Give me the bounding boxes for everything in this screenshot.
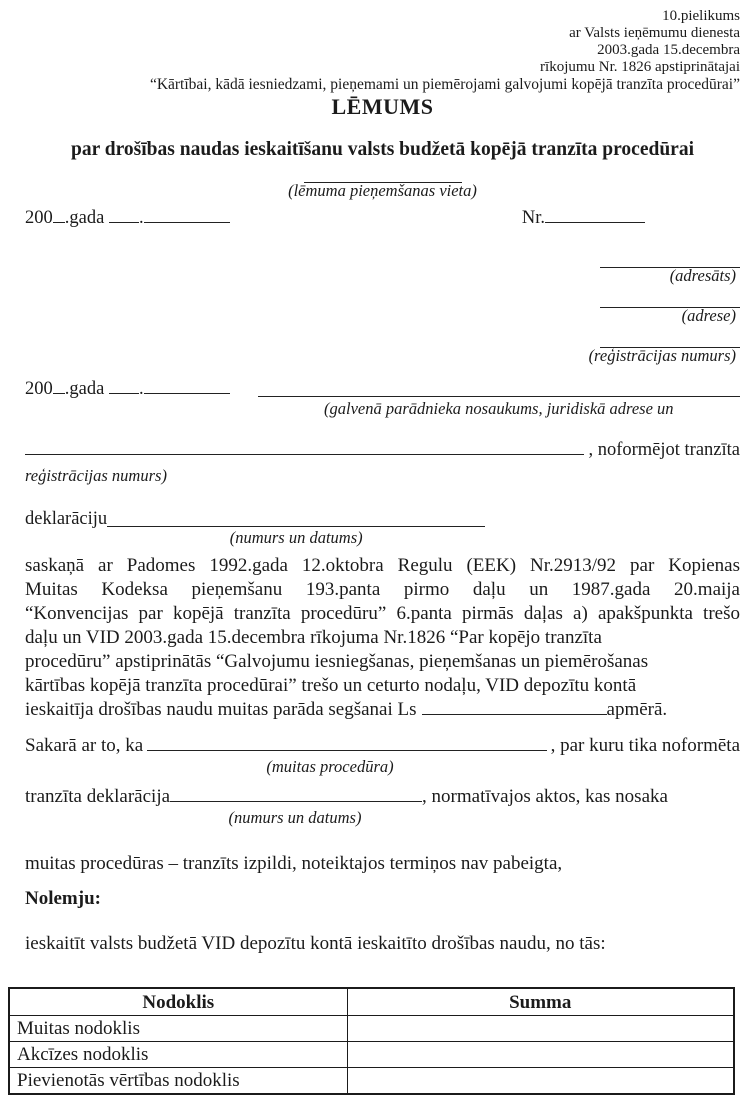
registration-number-caption: (reģistrācijas numurs) [588,346,736,365]
annex-procedure-quote: “Kārtībai, kādā iesniedzami, pieņemami un piemērojami galvojumi kopējā tranzīta procedūrai” [149,76,740,93]
year-prefix: 200 [25,208,53,228]
gada-label: .gada [64,208,105,228]
declaration-label: deklarāciju [25,509,108,529]
customs-procedure-blank [147,736,546,751]
declaration-row [25,508,740,548]
transit-declaration-label: tranzīta deklarācija [25,786,171,807]
address-caption: (adrese) [681,306,736,325]
tax-table [8,987,735,1095]
address-field [25,300,740,326]
paragraph-line: daļu un VID 2003.gada 15.decembra rīkojuma Nr.1826 “Par kopējo tranzīta [25,627,602,648]
tax-amount-cell [347,1042,734,1068]
paragraph-line: kārtības kopējā tranzīta procedūrai” trešo un ceturto nodaļu, VID depozītu kontā [25,675,637,696]
closing-clause: muitas procedūras – tranzīts izpildi, noteiktajos termiņos nav pabeigta, [25,853,563,874]
security-amount-blank [422,700,607,715]
declaration-number-caption: (numurs un datums) [228,808,362,827]
annex-number: 10.pielikums [662,8,740,24]
year-blank [53,379,65,394]
transit-clause-text: , noformējot tranzīta [588,440,740,460]
annex-issuer: ar Valsts ieņēmumu dienesta [569,25,740,41]
paragraph-line: procedūru” apstiprinātās “Galvojumu iesniegšanas, pieņemšanas un piemērošanas [25,651,649,672]
tax-name-cell: Akcīzes nodoklis [9,1042,347,1068]
month-blank [144,379,230,394]
decision-place-block [25,176,740,201]
tax-amount-cell [347,1068,734,1095]
table-row [9,1068,734,1095]
decision-heading: Nolemju: [25,888,101,909]
reason-clause-after: , par kuru tika noformēta [550,735,740,756]
customs-procedure-caption: (muitas procedūra) [266,757,394,776]
debtor-caption: (galvenā parādnieka nosaukums, juridiskā adrese un [324,399,674,418]
decision-clause: ieskaitīt valsts budžetā VID depozītu kontā ieskaitīto drošības naudu, no tās: [25,933,606,954]
annex-order: rīkojumu Nr. 1826 apstiprinātajai [540,59,740,75]
day-blank [109,379,139,394]
reason-clause-row [25,734,740,757]
tax-table-header-row [9,988,734,1016]
annex-date: 2003.gada 15.decembra [597,42,740,58]
amount-line-text: ieskaitīja drošības naudu muitas parāda segšanai Ls [25,699,417,720]
transit-declaration-after: , normatīvajos aktos, kas nosaka [422,786,668,807]
dot-separator: . [138,379,144,399]
debtor-name-field [258,378,740,419]
table-row [9,1042,734,1068]
declaration-field [107,508,485,548]
declaration-caption: (numurs un datums) [229,528,363,547]
blank-line [107,508,485,527]
year-blank [53,208,65,223]
document-subtitle: par drošības naudas ieskaitīšanu valsts budžetā kopējā tranzīta procedūrai [70,139,695,160]
reason-clause-before: Sakarā ar to, ka [25,735,144,756]
blank-line [258,378,740,397]
registration-number-field [25,340,740,366]
month-blank [144,208,230,223]
amount-column-header: Summa [347,988,734,1016]
gada-label: .gada [64,379,105,399]
tax-name-cell: Pievienotās vērtības nodoklis [9,1068,347,1095]
year-prefix: 200 [25,379,53,399]
paragraph-line: “Konvencijas par kopējā tranzīta procedūru” 6.panta pirmās daļas a) apakšpunkta trešo [25,603,740,624]
paragraph-line-amount [25,698,740,722]
paragraph-line: Muitas Kodeksa pieņemšanu 193.panta pirmo daļu un 1987.gada 20.maija [25,579,740,600]
transit-declaration-blank [170,787,422,802]
table-row [9,1016,734,1042]
number-blank [545,208,645,223]
nr-label: Nr. [521,208,545,228]
debtor-row [25,378,740,419]
addressee-field [25,260,740,286]
blank-line [25,440,584,455]
decision-date-field [25,207,230,230]
tax-amount-cell [347,1016,734,1042]
registration-caption-continuation: reģistrācijas numurs) [25,466,167,485]
dot-separator: . [138,208,144,228]
debtor-date-field [25,378,230,401]
transit-clause-row [25,439,740,462]
tax-name-cell: Muitas nodoklis [9,1016,347,1042]
decision-number-field [522,207,645,230]
transit-declaration-row [25,785,740,808]
paragraph-line: saskaņā ar Padomes 1992.gada 12.oktobra Regulu (EEK) Nr.2913/92 par Kopienas [25,555,740,576]
amount-line-suffix: apmērā. [606,699,668,720]
annex-header [25,8,740,94]
place-caption: (lēmuma pieņemšanas vieta) [288,181,477,200]
addressee-caption: (adresāts) [669,266,736,285]
tax-column-header: Nodoklis [9,988,347,1016]
date-number-row [25,207,740,230]
legal-paragraph [25,554,740,722]
day-blank [109,208,139,223]
document-title: LĒMUMS [331,94,434,119]
